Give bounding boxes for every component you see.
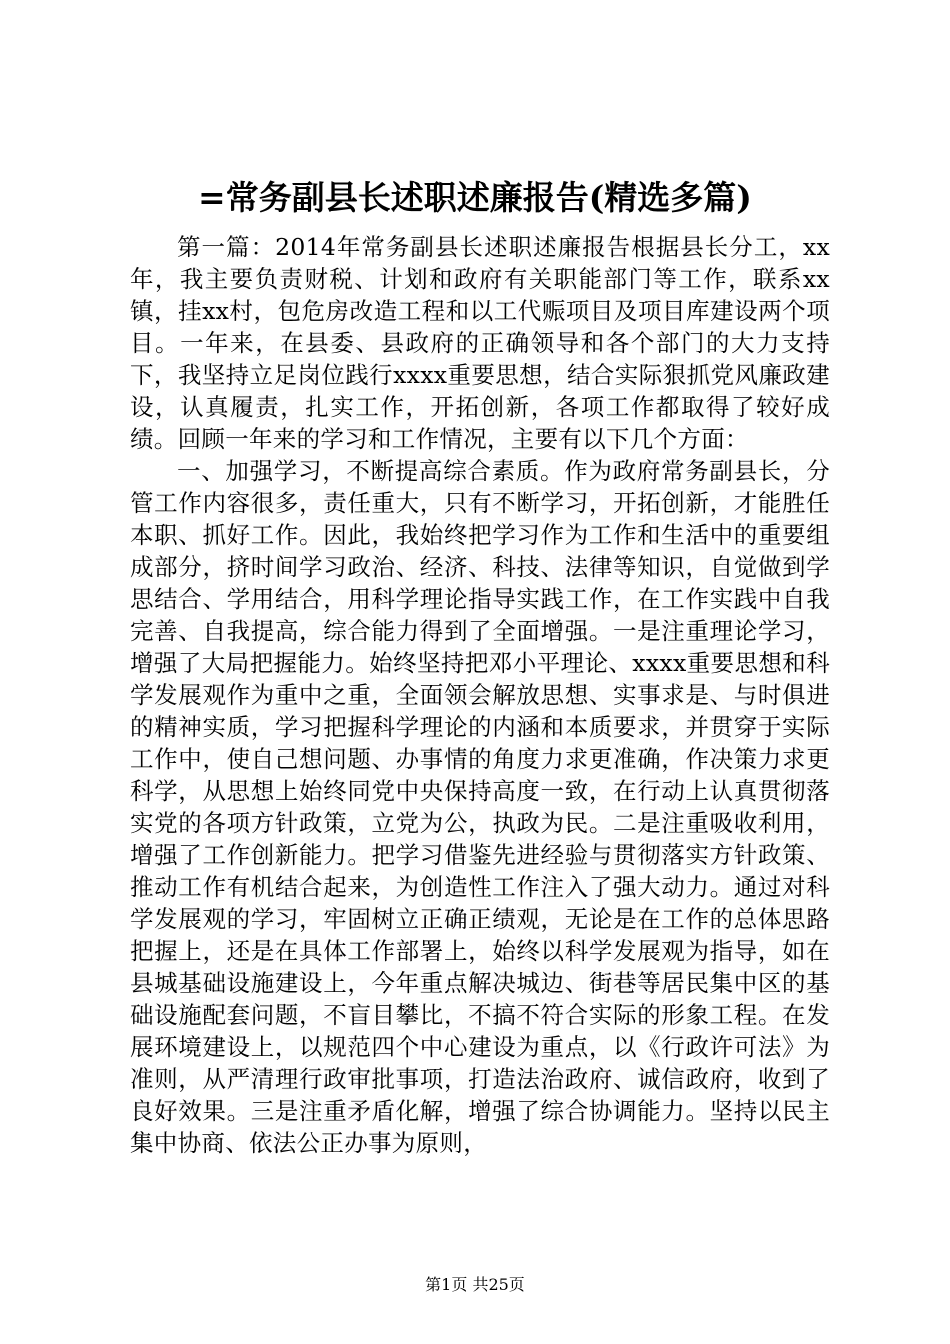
document-body: [130, 231, 830, 1159]
paragraph-section-one: 一、加强学习，不断提高综合素质。作为政府常务副县长，分管工作内容很多，责任重大，只有不断学习，开拓创新，才能胜任本职、抓好工作。因此，我始终把学习作为工作和生活中的重要组成部分，挤时间学习政治、经济、科技、法律等知识，自觉做到学思结合、学用结合，用科学理论指导实践工作，在工作实践中自我完善、自我提高，综合能力得到了全面增强。一是注重理论学习，增强了大局把握能力。始终坚持把邓小平理论、xxxx重要思想和科学发展观作为重中之重，全面领会解放思想、实事求是、与时俱进的精神实质，学习把握科学理论的内涵和本质要求，并贯穿于实际工作中，使自己想问题、办事情的角度力求更准确，作决策力求更科学，从思想上始终同党中央保持高度一致，在行动上认真贯彻落实党的各项方针政策，立党为公，执政为民。二是注重吸收利用，增强了工作创新能力。把学习借鉴先进经验与贯彻落实方针政策、推动工作有机结合起来，为创造性工作注入了强大动力。通过对科学发展观的学习，牢固树立正确正绩观，无论是在工作的总体思路把握上，还是在具体工作部署上，始终以科学发展观为指导，如在县城基础设施建设上，今年重点解决城边、街巷等居民集中区的基础设施配套问题，不盲目攀比，不搞不符合实际的形象工程。在发展环境建设上，以规范四个中心建设为重点，以《行政许可法》为准则，从严清理行政审批事项，打造法治政府、诚信政府，收到了良好效果。三是注重矛盾化解，增强了综合协调能力。坚持以民主集中协商、依法公正办事为原则，: [130, 457, 830, 1157]
page-footer: 第1页 共25页: [425, 1275, 525, 1294]
document-title: =常务副县长述职述廉报告(精选多篇): [198, 178, 752, 217]
paragraph-intro: 第一篇：2014年常务副县长述职述廉报告根据县长分工，xx年，我主要负责财税、计划和政府有关职能部门等工作，联系xx镇，挂xx村，包危房改造工程和以工代赈项目及项目库建设两个项目。一年来，在县委、县政府的正确领导和各个部门的大力支持下，我坚持立足岗位践行xxxx重要思想，结合实际狠抓党风廉政建设，认真履责，扎实工作，开拓创新，各项工作都取得了较好成绩。回顾一年来的学习和工作情况，主要有以下几个方面：: [130, 233, 830, 453]
